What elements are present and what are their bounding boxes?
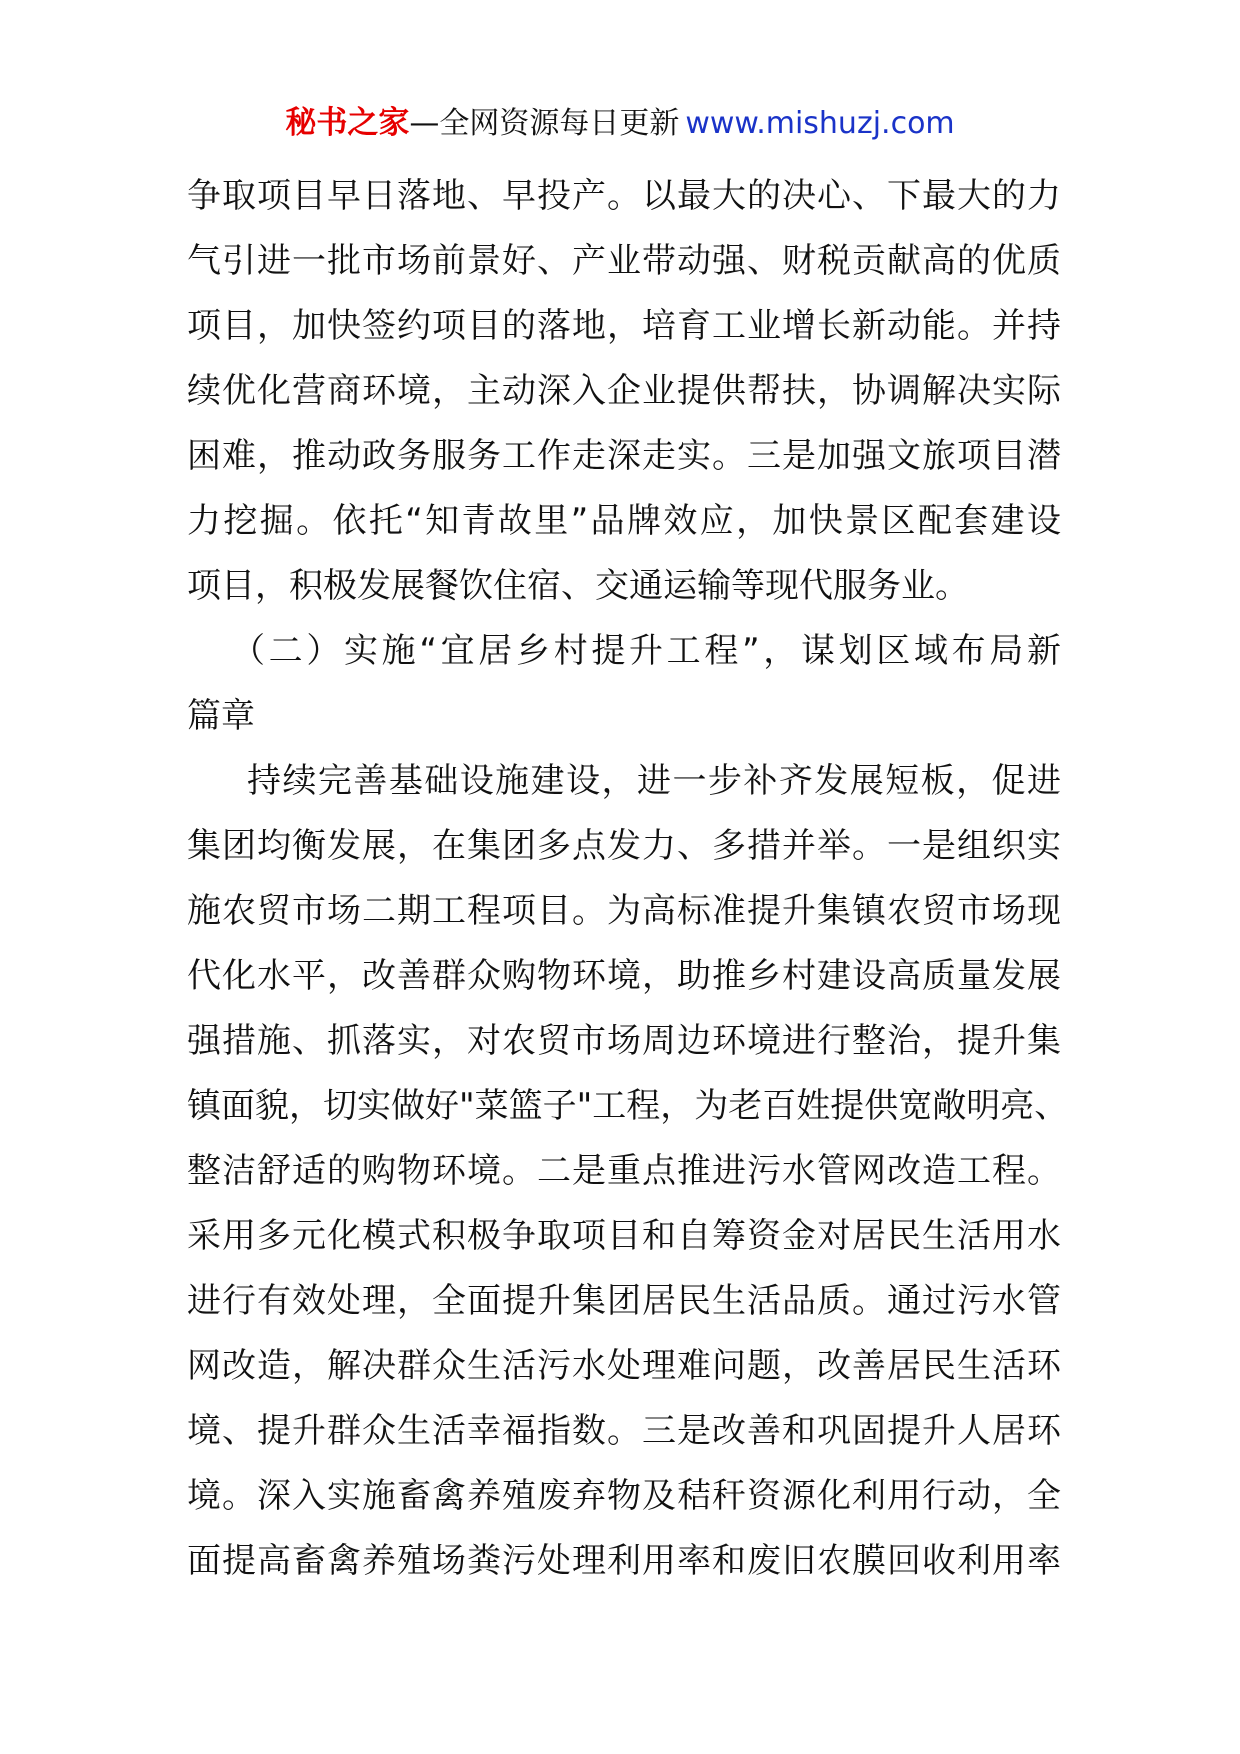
- text-line: 镇面貌，切实做好"菜篮子"工程，为老百姓提供宽敞明亮、: [187, 1086, 1069, 1126]
- section-heading-line: （二）实施“宜居乡村提升工程”，谋划区域布局新: [231, 631, 1061, 671]
- text-line: 采用多元化模式积极争取项目和自筹资金对居民生活用水: [187, 1216, 1061, 1256]
- text-line: 项目，加快签约项目的落地，培育工业增长新动能。并持: [187, 306, 1061, 346]
- text-line: 困难，推动政务服务工作走深走实。三是加强文旅项目潜: [187, 436, 1061, 476]
- header-brand: 秘书之家: [285, 105, 410, 141]
- text-line: 面提高畜禽养殖场粪污处理利用率和废旧农膜回收利用率: [187, 1541, 1061, 1581]
- text-line: 强措施、抓落实，对农贸市场周边环境进行整治，提升集: [187, 1021, 1061, 1061]
- text-line: 力挖掘。依托“知青故里”品牌效应，加快景区配套建设: [187, 501, 1061, 541]
- text-line: 项目，积极发展餐饮住宿、交通运输等现代服务业。: [187, 566, 969, 606]
- text-line: 续优化营商环境，主动深入企业提供帮扶，协调解决实际: [187, 371, 1061, 411]
- text-line: 气引进一批市场前景好、产业带动强、财税贡献高的优质: [187, 241, 1061, 281]
- text-line: 进行有效处理，全面提升集团居民生活品质。通过污水管: [187, 1281, 1061, 1321]
- text-line: 网改造，解决群众生活污水处理难问题，改善居民生活环: [187, 1346, 1061, 1386]
- text-line: 集团均衡发展，在集团多点发力、多措并举。一是组织实: [187, 826, 1061, 866]
- header-site-link[interactable]: www.mishuzj.com: [685, 106, 955, 141]
- text-line: 持续完善基础设施建设，进一步补齐发展短板，促进: [247, 761, 1061, 801]
- text-line: 争取项目早日落地、早投产。以最大的决心、下最大的力: [187, 176, 1061, 216]
- text-line: 代化水平，改善群众购物环境，助推乡村建设高质量发展: [187, 956, 1061, 996]
- text-line: 境、提升群众生活幸福指数。三是改善和巩固提升人居环: [187, 1411, 1061, 1451]
- text-line: 施农贸市场二期工程项目。为高标准提升集镇农贸市场现: [187, 891, 1061, 931]
- text-line: 境。深入实施畜禽养殖废弃物及秸秆资源化利用行动，全: [187, 1476, 1061, 1516]
- document-body: [187, 164, 1069, 1594]
- text-line: 整洁舒适的购物环境。二是重点推进污水管网改造工程。: [187, 1151, 1061, 1191]
- section-heading-line: 篇章: [187, 696, 255, 736]
- header-slogan: —全网资源每日更新: [409, 106, 680, 141]
- page-header: [0, 100, 1240, 147]
